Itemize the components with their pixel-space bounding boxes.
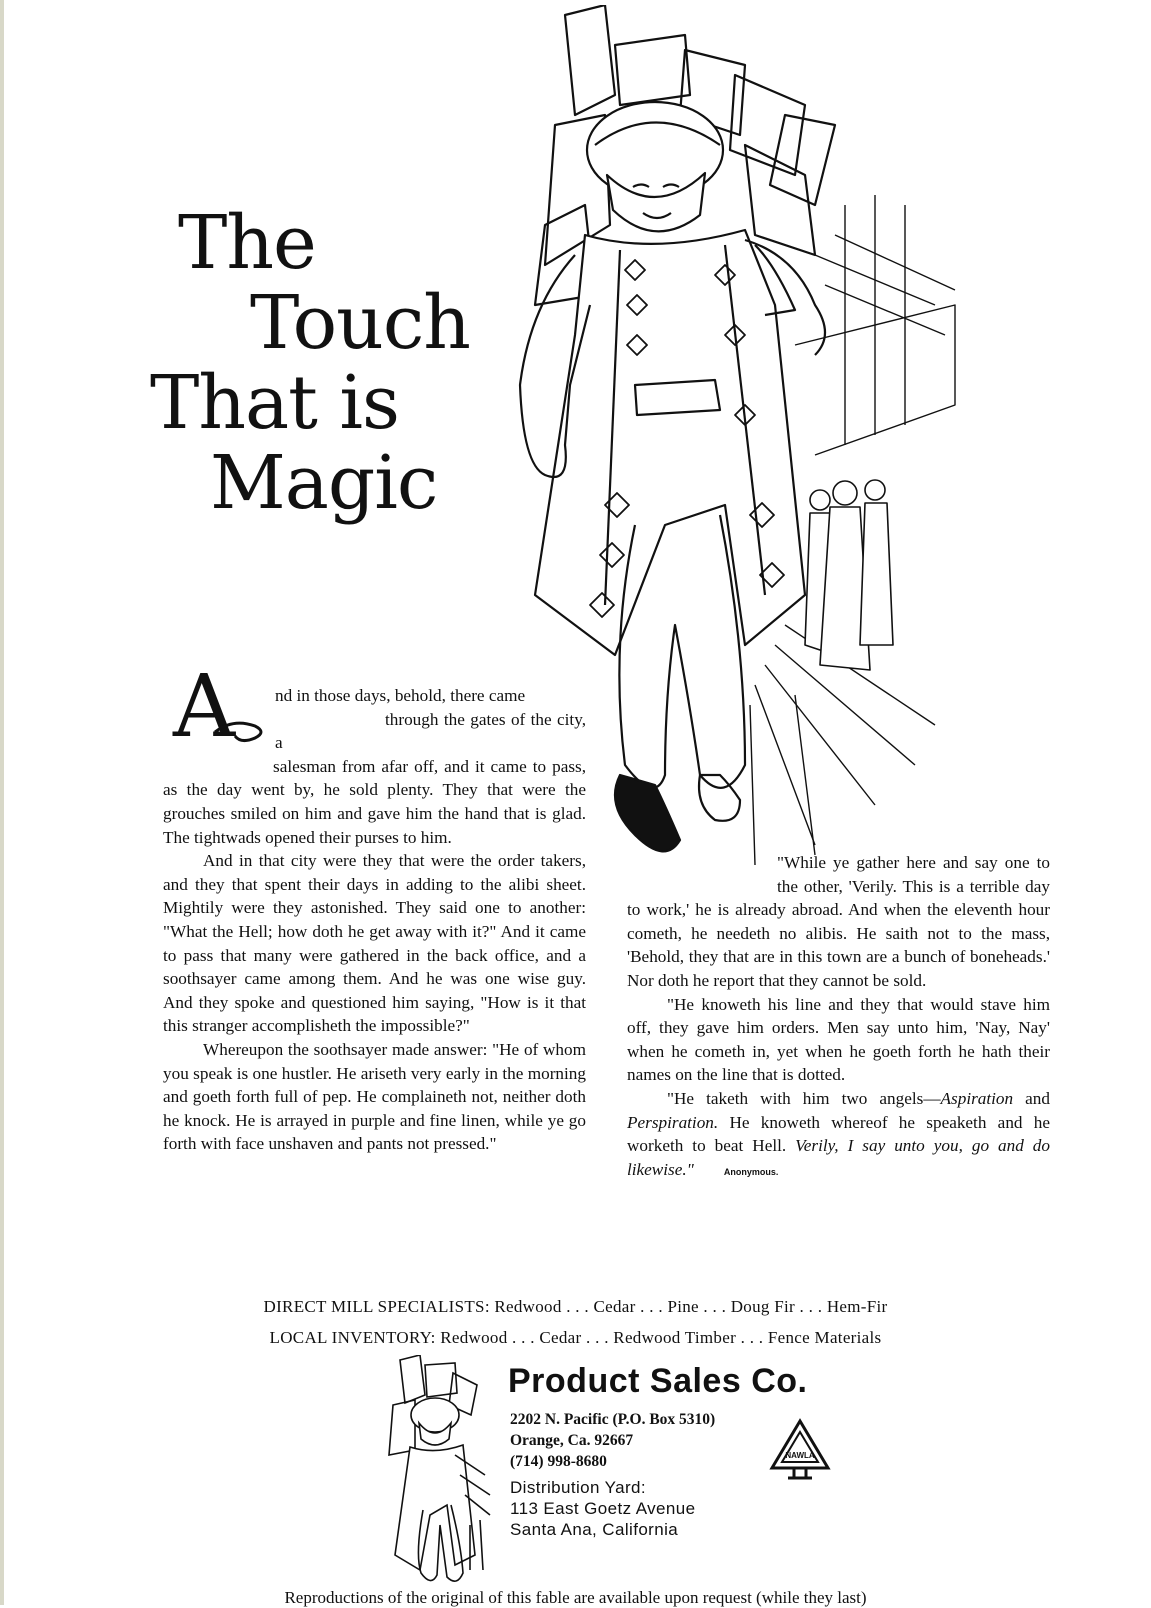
story-paragraph-6 <box>627 1087 1050 1184</box>
footer-note: Reproductions of the original of this fable are available upon request (while they last) <box>284 1588 867 1607</box>
story-p6-italic-2: Perspiration. <box>627 1112 719 1132</box>
salesman-logo-icon <box>385 1355 493 1587</box>
story-paragraph-2: And in that city were they that were the order takers, and they that spent their days in adding to the alibi sheet. Mightily were they astonished. They said one to another: "What the Hell; how doth he get away with it?" And it came to pass that many were gathered in the back office, and a soothsayer came among them. And he was one wise guy. And they spoke and questioned him saying, "How is it that this stranger accomplisheth the impossible?" <box>163 851 586 1036</box>
headline-line-4: Magic <box>210 440 438 526</box>
story-paragraph-4: "While ye gather here and say one to the other, 'Verily. This is a terrible day to work,' he is already abroad. And when the eleventh hour cometh, he needeth no alibis. He saith not to the mass, 'Behold, they that are in this town are a bunch of boneheads.' Nor doth he report that they cannot be sold. <box>627 853 1050 990</box>
headline-line-3: That is <box>150 360 400 446</box>
story-p6-italic-1: Aspiration <box>940 1088 1014 1108</box>
story-paragraph-3: Whereupon the soothsayer made answer: "He of whom you speak is one hustler. He ariseth very early in the morning and goeth forth full of pep. He complaineth not, neither doth he knock. He is arrayed in purple and fine linen, while ye go forth with face unshaven and pants not pressed." <box>163 1039 586 1154</box>
yard-label: Distribution Yard: <box>510 1478 647 1497</box>
headline-line-2: Touch <box>250 280 470 366</box>
nawla-logo-icon <box>768 1418 832 1480</box>
story-p1-rest: to pass, as the day went by, he sold plenty. They that were the grouches smiled on him and gave him the hand that is glad. The tightwads opened their purses to him. <box>163 756 587 847</box>
company-name: Product Sales Co. <box>508 1362 808 1400</box>
headline-line-1: The <box>178 200 316 286</box>
story-right-column <box>627 851 1050 1184</box>
yard-line-2: Santa Ana, California <box>510 1520 679 1539</box>
story-p1-c: salesman from afar off, and it came <box>273 756 527 776</box>
dropcap-letter: A <box>173 672 236 744</box>
story-p1-b: through the gates of the city, a <box>275 709 586 753</box>
local-inventory-line: LOCAL INVENTORY: Redwood . . . Cedar . . . Redwood Timber . . . Fence Materials <box>269 1328 882 1347</box>
page-edge <box>0 0 4 1605</box>
company-address <box>510 1409 715 1472</box>
story-p6-italic-3: Verily, I say unto you, go and do likewise." <box>627 1136 1050 1179</box>
story-left-column <box>163 672 587 1156</box>
story-p6-a: "He taketh with him two angels— <box>667 1088 941 1108</box>
dropcap-a <box>153 672 269 744</box>
address-line-2: Orange, Ca. 92667 <box>510 1432 634 1449</box>
story-p6-b: and <box>1013 1088 1050 1108</box>
story-p1-a: nd in those days, behold, there came <box>275 686 526 705</box>
story-attribution: Anonymous. <box>723 1166 779 1177</box>
address-line-1: 2202 N. Pacific (P.O. Box 5310) <box>510 1411 716 1428</box>
nawla-logo-text: NAWLA <box>785 1451 815 1460</box>
mill-specialists-line: DIRECT MILL SPECIALISTS: Redwood . . . Cedar . . . Pine . . . Doug Fir . . . Hem-Fir <box>263 1297 888 1316</box>
story-paragraph-5: "He knoweth his line and they that would stave him off, they gave him orders. Men say unto him, 'Nay, Nay' when he cometh in, yet when he goeth forth he hath their names on the line that is dotted. <box>627 994 1050 1085</box>
distribution-yard <box>510 1477 695 1540</box>
story-p6-c: He knoweth whereof he speaketh and he worketh to beat Hell. <box>627 1112 1050 1156</box>
yard-line-1: 113 East Goetz Avenue <box>510 1499 696 1518</box>
phone-number: (714) 998-8680 <box>510 1453 607 1470</box>
